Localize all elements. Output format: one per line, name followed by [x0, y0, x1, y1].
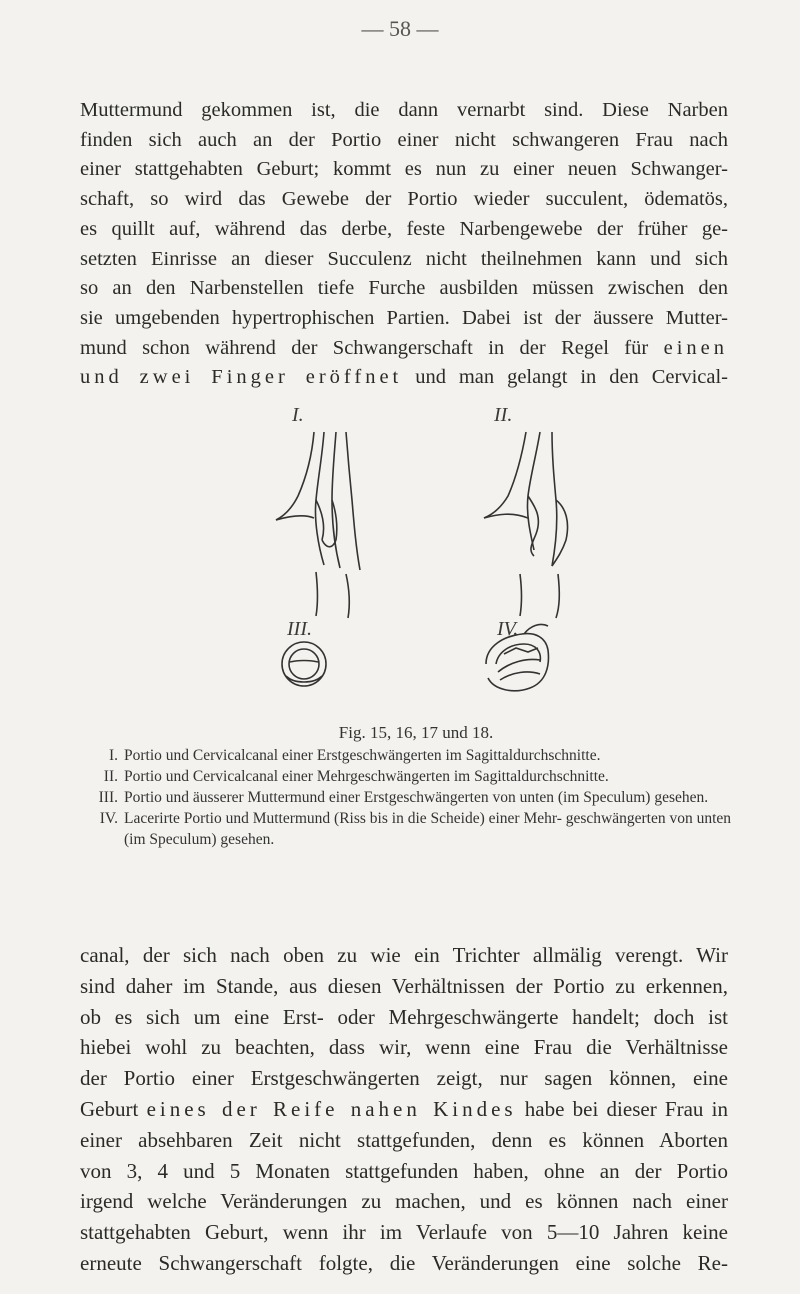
text-line: einer stattgehabten Geburt; kommt es nun zu einer neuen Schwanger-	[80, 158, 728, 181]
figure-caption	[96, 722, 736, 850]
text-line: stattgehabten Geburt, wenn ihr im Verlaufe von 5—10 Jahren keine	[80, 1220, 728, 1245]
text-line: von 3, 4 und 5 Monaten stattgefunden haben, ohne an der Portio	[80, 1158, 728, 1183]
paragraph-top	[80, 96, 728, 393]
caption-text: Lacerirte Portio und Muttermund (Riss bis in die Scheide) einer Mehr- geschwängerten von unten (im Speculum) gesehen.	[124, 810, 732, 848]
text-fragment: und man gelangt in den Cervical-	[415, 366, 728, 389]
emphasized-text: einen	[663, 336, 728, 359]
caption-number: II.	[103, 768, 118, 785]
emphasized-text: eines der Reife nahen Kindes	[146, 1096, 517, 1121]
caption-number: III.	[98, 789, 118, 806]
sagittal-section-i	[276, 432, 360, 618]
text-fragment: habe bei dieser Frau in	[524, 1096, 728, 1121]
caption-number: I.	[108, 747, 118, 764]
text-line: finden sich auch an der Portio einer nicht schwangeren Frau nach	[80, 128, 728, 151]
caption-text: Portio und äusserer Muttermund einer Erstgeschwängerten von unten (im Speculum) gesehen.	[124, 789, 709, 806]
paragraph-bottom	[80, 940, 728, 1279]
caption-number: IV.	[99, 810, 118, 827]
text-line: ob es sich um eine Erst- oder Mehrgeschwängerte handelt; doch ist	[80, 1004, 728, 1029]
caption-title: Fig. 15, 16, 17 und 18.	[338, 723, 494, 742]
caption-item	[96, 766, 736, 787]
external-os-view-iii	[282, 642, 326, 686]
text-line: canal, der sich nach oben zu wie ein Trichter allmälig verengt. Wir	[80, 943, 728, 967]
text-line: setzten Einrisse an dieser Succulenz nicht theilnehmen kann und sich	[80, 247, 728, 270]
text-line: sind daher im Stande, aus diesen Verhältnissen der Portio zu erkennen,	[80, 973, 728, 998]
text-line: der Portio einer Erstgeschwängerten zeigt, nur sagen können, eine	[80, 1066, 728, 1091]
text-line: Muttermund gekommen ist, die dann vernarbt sind. Diese Narben	[80, 99, 728, 121]
caption-text: Portio und Cervicalcanal einer Mehrgeschwängerten im Sagittaldurchschnitte.	[124, 768, 609, 785]
text-line: es quillt auf, während das derbe, feste Narbengewebe der früher ge-	[80, 217, 728, 240]
caption-item	[96, 787, 736, 808]
text-line: schaft, so wird das Gewebe der Portio wieder succulent, ödematös,	[80, 188, 728, 211]
text-line: hiebei wohl zu beachten, dass wir, wenn eine Frau die Verhältnisse	[80, 1035, 728, 1060]
caption-text: Portio und Cervicalcanal einer Erstgeschwängerten im Sagittaldurchschnitte.	[124, 747, 601, 764]
figure-label-i: I.	[292, 404, 304, 426]
text-line: so an den Narbenstellen tiefe Furche ausbilden müssen zwischen den	[80, 277, 728, 300]
text-line	[80, 363, 728, 393]
figure-label-iii: III.	[287, 618, 312, 640]
lacerated-os-view-iv	[486, 624, 548, 690]
text-fragment: Geburt	[80, 1096, 139, 1121]
text-line: sie umgebenden hypertrophischen Partien. Dabei ist der äussere Mutter-	[80, 306, 728, 329]
figure-label-ii: II.	[494, 404, 513, 426]
text-line	[80, 334, 728, 364]
text-line: einer absehbaren Zeit nicht stattgefunden, denn es können Aborten	[80, 1127, 728, 1152]
page-number: — 58 —	[361, 16, 439, 41]
text-line: irgend welche Veränderungen zu machen, und es können nach einer	[80, 1189, 728, 1214]
text-line	[80, 1094, 728, 1125]
sagittal-section-ii	[484, 432, 568, 618]
text-line: erneute Schwangerschaft folgte, die Veränderungen eine solche Re-	[80, 1250, 728, 1275]
caption-item	[96, 745, 736, 766]
figure-label-iv: IV.	[497, 618, 519, 640]
caption-item	[96, 808, 736, 850]
text-fragment: mund schon während der Schwangerschaft in der Regel für	[80, 336, 649, 359]
emphasized-text: und zwei Finger eröffnet	[80, 366, 403, 389]
